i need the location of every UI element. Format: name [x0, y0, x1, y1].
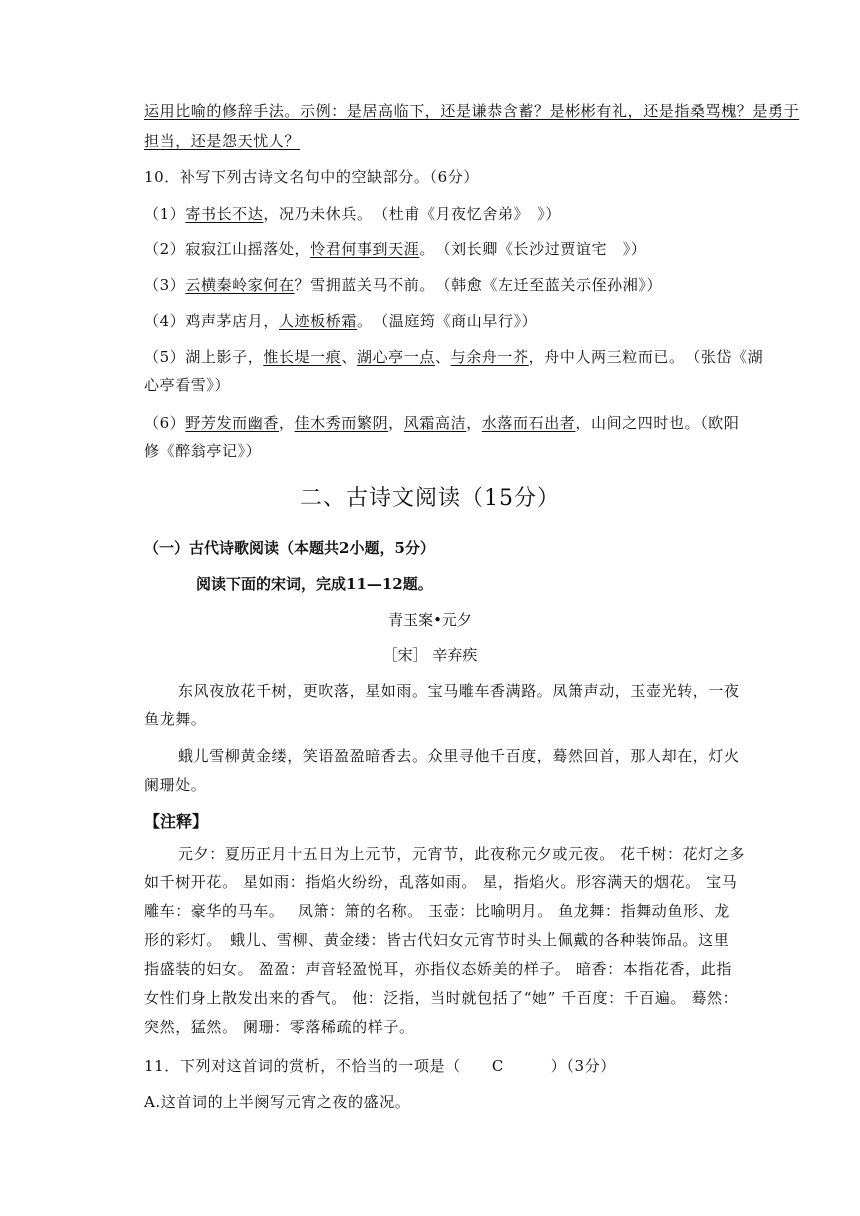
q10-item-5-answer-2: 湖心亭一点 [356, 348, 435, 366]
q10-item-6-sep-1: ， [278, 414, 295, 432]
poem-author: ［宋］ 辛弃疾 [382, 646, 478, 664]
q10-item-3 [144, 274, 662, 296]
section-heading: 二、古诗文阅读（15分） [300, 486, 560, 511]
poem-stanza-2-line-1: 蛾儿雪柳黄金缕，笑语盈盈暗香去。众里寻他千百度，蓦然回首，那人却在，灯火 [178, 747, 740, 765]
part-heading: （一）古代诗歌阅读（本题共2小题，5分） [144, 539, 435, 557]
q10-item-1 [144, 203, 561, 225]
q10-item-6-prefix: （6） [144, 414, 186, 432]
q10-item-6-sep-2: ， [388, 414, 404, 432]
q10-item-2 [144, 238, 646, 260]
q10-item-6 [144, 412, 740, 434]
q10-item-1-prefix: （1） [144, 205, 186, 223]
q10-item-4-prefix: （4）鸡声茅店月， [144, 312, 279, 330]
q10-item-6-answer-1: 野芳发而幽香 [185, 414, 279, 432]
q10-item-6-answer-2: 佳木秀而繁阴 [294, 414, 389, 432]
q10-item-5-answer-3: 与余舟一芥 [450, 348, 529, 366]
q10-item-3-prefix: （3） [144, 276, 186, 294]
q10-item-6-suffix: ，山间之四时也。（欧阳 [575, 414, 740, 432]
q10-item-1-answer: 寄书长不达 [185, 205, 264, 223]
note-line-4: 形的彩灯。 蛾儿、雪柳、黄金缕：皆古代妇女元宵节时头上佩戴的各种装饰品。这里 [144, 931, 730, 949]
q10-item-4 [144, 310, 537, 332]
q10-item-2-suffix: 。 （刘长卿《长沙过贾谊宅 》） [419, 240, 647, 258]
note-line-5: 指盛装的妇女。 盈盈：声音轻盈悦耳，亦指仪态娇美的样子。 暗香：本指花香，此指 [144, 960, 732, 978]
q11-option-a: A.这首词的上半阕写元宵之夜的盛况。 [144, 1093, 411, 1111]
q10-item-1-suffix: ，况乃未休兵。 （杜甫《月夜忆舍弟》 》） [263, 205, 561, 223]
q10-item-3-suffix: ？雪拥蓝关马不前。 （韩愈《左迁至蓝关示侄孙湘》） [294, 276, 663, 294]
notes-heading: 【注释】 [144, 812, 209, 831]
q10-item-6-sep-3: ， [466, 414, 482, 432]
q10-item-5-answer-1: 惟长堤一痕 [263, 348, 342, 366]
note-line-6: 女性们身上散发出来的香气。 他：泛指，当时就包括了“她” 千百度：千百遍。 蓦然： [144, 989, 739, 1007]
intro-line-2: 担当，还是怨天忧人？ [144, 132, 301, 150]
note-line-2: 如千树开花。 星如雨：指焰火纷纷，乱落如雨。 星，指焰火。形容满天的烟花。 宝马 [144, 873, 738, 891]
q10-item-2-prefix: （2）寂寂江山摇落处， [144, 240, 311, 258]
poem-stanza-2-line-2: 阑珊处。 [144, 776, 207, 794]
q10-item-5-line-2: 心亭看雪》） [144, 376, 231, 394]
q10-item-5-suffix: ，舟中人两三粒而已。 （张岱《湖 [528, 348, 764, 366]
q10-item-3-answer: 云横秦岭家何在 [185, 276, 295, 294]
q10-item-4-suffix: 。 （温庭筠《商山早行》） [356, 312, 538, 330]
poem-stanza-1-line-1: 东风夜放花千树，更吹落，星如雨。宝马雕车香满路。凤箫声动，玉壶光转，一夜 [178, 682, 740, 700]
note-line-7: 突然，猛然。 阑珊：零落稀疏的样子。 [144, 1018, 415, 1036]
intro-line-1: 运用比喻的修辞手法。示例：是居高临下，还是谦恭含蓄？是彬彬有礼，还是指桑骂槐？是勇于 [144, 102, 800, 120]
reading-instruction: 阅读下面的宋词，完成11—12题。 [196, 575, 433, 593]
q10-title: 10．补写下列古诗文名句中的空缺部分。（6分） [144, 168, 479, 186]
poem-stanza-1-line-2: 鱼龙舞。 [144, 710, 207, 728]
note-line-1: 元夕：夏历正月十五日为上元节，元宵节，此夜称元夕或元夜。 花千树：花灯之多 [178, 845, 745, 863]
q10-item-6-line-2: 修《醉翁亭记》） [144, 442, 262, 460]
q10-item-6-answer-3: 风霜高洁 [403, 414, 467, 432]
q10-item-5 [144, 346, 763, 368]
q10-item-6-answer-4: 水落而石出者 [481, 414, 576, 432]
poem-title: 青玉案•元夕 [388, 611, 472, 629]
q10-item-4-answer: 人迹板桥霜 [278, 312, 357, 330]
q11-title: 11．下列对这首词的赏析，不恰当的一项是（ C ）（3分） [144, 1057, 616, 1075]
q10-item-5-prefix: （5）湖上影子， [144, 348, 264, 366]
q10-item-2-answer: 怜君何事到天涯 [310, 240, 420, 258]
q10-item-5-sep-1: 、 [341, 348, 357, 366]
q10-item-5-sep-2: 、 [435, 348, 451, 366]
note-line-3: 雕车：豪华的马车。 凤箫：箫的名称。 玉壶：比喻明月。 鱼龙舞：指舞动鱼形、龙 [144, 902, 730, 920]
